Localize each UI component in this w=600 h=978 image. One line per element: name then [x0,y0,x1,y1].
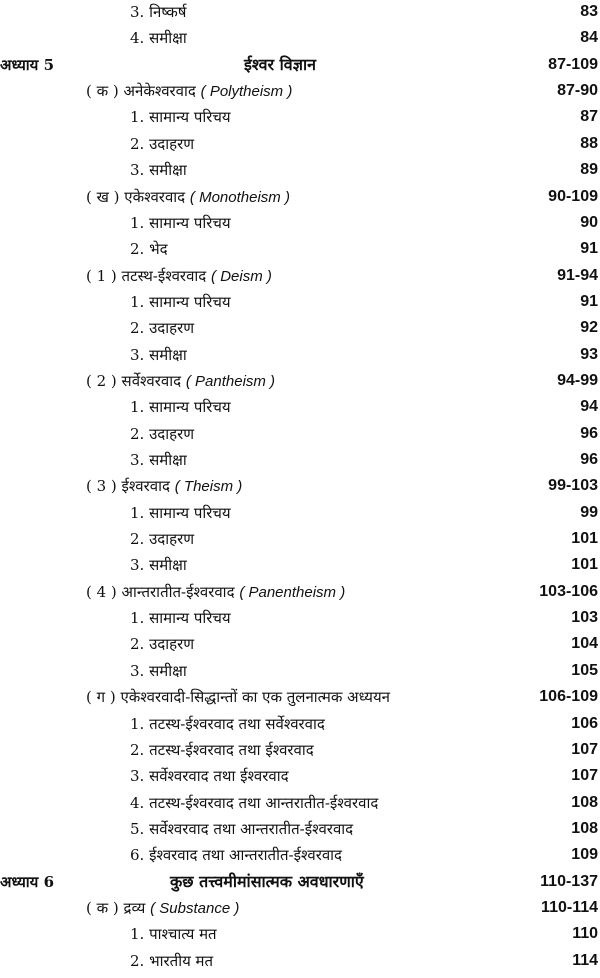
entry-hindi-text: 3. समीक्षा [130,161,187,180]
page-number: 87 [580,108,598,126]
entry-hindi-text: 2. भारतीय मत [130,951,214,970]
entry-label [130,526,194,552]
page-number: 108 [571,793,598,811]
subsection-row [0,921,600,947]
entry-label [130,210,231,236]
entry-label [86,473,242,500]
entry-hindi-text: ( ग ) एकेश्वरवादी-सिद्धान्तों का एक तुलनात्मक अध्ययन [86,688,390,707]
entry-label [86,263,272,290]
entry-label [86,368,275,395]
entry-english-term: ( Pantheism ) [185,372,276,390]
page-number: 91 [580,240,598,258]
entry-hindi-text: 1. सामान्य परिचय [130,503,231,522]
page-number: 83 [580,3,598,20]
entry-hindi-text: 2. तटस्थ-ईश्वरवाद तथा ईश्वरवाद [130,740,314,759]
entry-label [130,315,194,341]
subsection-row [0,737,600,763]
page-number: 96 [580,424,598,442]
entry-label [130,948,213,974]
entry-hindi-text: ( क ) अनेकेश्वरवाद [86,82,196,101]
page-number: 88 [580,134,598,152]
entry-label [86,895,239,922]
entry-hindi-text: 1. सामान्य परिचय [130,108,231,127]
page-number: 101 [571,530,598,547]
entry-english-term: ( Deism ) [211,267,272,285]
page-number: 94 [580,398,598,416]
subsection-row [0,131,600,157]
page-number: 114 [572,951,598,969]
entry-label [130,289,231,315]
subsection-row [0,342,600,368]
page-number: 94-99 [557,371,598,389]
subsection-row [0,790,600,816]
chapter-title: कुछ तत्त्वमीमांसात्मक अवधारणाएँ [170,871,364,891]
subsection-row [0,526,600,552]
entry-label [130,605,231,631]
entry-english-term: ( Monotheism ) [189,188,290,206]
entry-label [86,684,390,710]
page-number: 89 [580,161,598,179]
entry-hindi-text: 2. उदाहरण [130,635,195,654]
entry-label [130,631,194,657]
entry-hindi-text: 1. तटस्थ-ईश्वरवाद तथा सर्वेश्वरवाद [130,714,325,733]
page-number: 110 [572,925,598,943]
subsection-row [0,25,600,51]
section-row [0,368,600,394]
entry-label [130,157,187,183]
entry-hindi-text: 1. पाश्चात्य मत [130,925,217,944]
entry-label [130,921,217,947]
page-number: 93 [580,345,598,363]
subsection-row [0,0,600,25]
entry-english-term: ( Polytheism ) [200,83,293,101]
entry-english-term: ( Panentheism ) [239,583,346,601]
page-number: 101 [571,556,598,574]
entry-label [86,579,345,606]
entry-hindi-text: 3. समीक्षा [130,556,187,575]
entry-label [130,104,231,130]
page-number: 107 [571,767,598,785]
page-number: 107 [571,740,598,758]
subsection-row [0,210,600,236]
page-number: 109 [571,846,598,864]
entry-label [130,25,187,51]
entry-label [130,842,342,868]
page-number: 90 [580,213,598,231]
entry-hindi-text: 1. सामान्य परिचय [130,398,231,417]
subsection-row [0,421,600,447]
entry-label [130,816,353,842]
subsection-row [0,289,600,315]
entry-hindi-text: ( 2 ) सर्वेश्वरवाद [86,371,182,390]
entry-label [130,342,187,368]
entry-hindi-text: 3. निष्कर्ष [130,3,187,21]
chapter-row [0,52,600,78]
page-number: 110-137 [540,872,598,890]
entry-label [130,0,186,25]
subsection-row [0,948,600,974]
entry-label [86,184,290,211]
entry-hindi-text: 2. उदाहरण [130,134,195,153]
subsection-row [0,816,600,842]
section-row [0,78,600,104]
section-row [0,473,600,499]
entry-hindi-text: 5. सर्वेश्वरवाद तथा आन्तरातीत-ईश्वरवाद [130,819,354,838]
subsection-row [0,605,600,631]
entry-label [130,737,314,763]
entry-hindi-text: 6. ईश्वरवाद तथा आन्तरातीत-ईश्वरवाद [130,846,343,865]
entry-hindi-text: ( 3 ) ईश्वरवाद [86,477,170,496]
subsection-row [0,711,600,737]
entry-label [130,236,168,262]
entry-hindi-text: 2. भेद [130,240,168,259]
entry-label [130,711,325,737]
page-number: 91 [580,292,598,310]
section-row [0,184,600,210]
entry-hindi-text: 3. सर्वेश्वरवाद तथा ईश्वरवाद [130,767,289,786]
page-number: 92 [580,319,598,337]
entry-label [130,500,231,526]
page-number: 87-90 [557,82,598,100]
subsection-row [0,104,600,130]
subsection-row [0,500,600,526]
entry-label [86,78,292,105]
entry-hindi-text: 2. उदाहरण [130,319,195,338]
entry-hindi-text: ( ख ) एकेश्वरवाद [86,187,186,206]
entry-hindi-text: ( 1 ) तटस्थ-ईश्वरवाद [86,266,207,285]
page-number: 84 [580,29,598,47]
entry-hindi-text: 1. सामान्य परिचय [130,609,231,628]
entry-hindi-text: 2. उदाहरण [130,530,195,548]
entry-hindi-text: 3. समीक्षा [130,345,187,364]
entry-label [130,447,187,473]
entry-label [130,394,231,420]
subsection-row [0,394,600,420]
entry-label [130,763,289,789]
chapter-title: ईश्वर विज्ञान [244,54,316,74]
section-row [0,895,600,921]
subsection-row [0,552,600,578]
page-number: 106 [571,714,598,732]
page-number: 110-114 [541,898,598,916]
page-number: 90-109 [548,187,598,205]
subsection-row [0,631,600,657]
subsection-row [0,658,600,684]
entry-hindi-text: 3. समीक्षा [130,661,187,680]
page-number: 91-94 [557,266,598,284]
entry-english-term: ( Theism ) [174,478,243,496]
entry-hindi-text: 4. तटस्थ-ईश्वरवाद तथा आन्तरातीत-ईश्वरवाद [130,793,379,812]
subsection-row [0,315,600,341]
entry-label [130,790,378,816]
entry-label [130,131,194,157]
section-row [0,579,600,605]
section-row [0,684,600,710]
page-number: 87-109 [548,55,598,73]
subsection-row [0,236,600,262]
page-number: 96 [580,451,598,468]
entry-hindi-text: 3. समीक्षा [130,451,187,469]
page-number: 104 [571,635,598,653]
entry-hindi-text: ( क ) द्रव्य [86,898,146,917]
page-number: 99-103 [548,477,598,495]
entry-hindi-text: 1. सामान्य परिचय [130,213,231,232]
entry-hindi-text: ( 4 ) आन्तरातीत-ईश्वरवाद [86,582,235,601]
chapter-number: अध्याय 6 [0,872,55,891]
entry-label [130,552,187,578]
entry-label [130,421,194,447]
page-number: 103 [571,609,598,627]
entry-hindi-text: 2. उदाहरण [130,424,195,443]
page-number: 99 [580,503,598,521]
chapter-number: अध्याय 5 [0,55,55,74]
chapter-row [0,869,600,895]
entry-english-term: ( Substance ) [150,899,240,917]
page-number: 105 [571,661,598,679]
subsection-row [0,842,600,868]
subsection-row [0,157,600,183]
entry-hindi-text: 1. सामान्य परिचय [130,292,231,311]
page-number: 103-106 [539,582,598,600]
page-number: 106-109 [539,688,598,706]
subsection-row [0,763,600,789]
page-number: 108 [571,819,598,837]
entry-hindi-text: 4. समीक्षा [130,29,187,48]
section-row [0,263,600,289]
subsection-row [0,447,600,473]
entry-label [130,658,187,684]
